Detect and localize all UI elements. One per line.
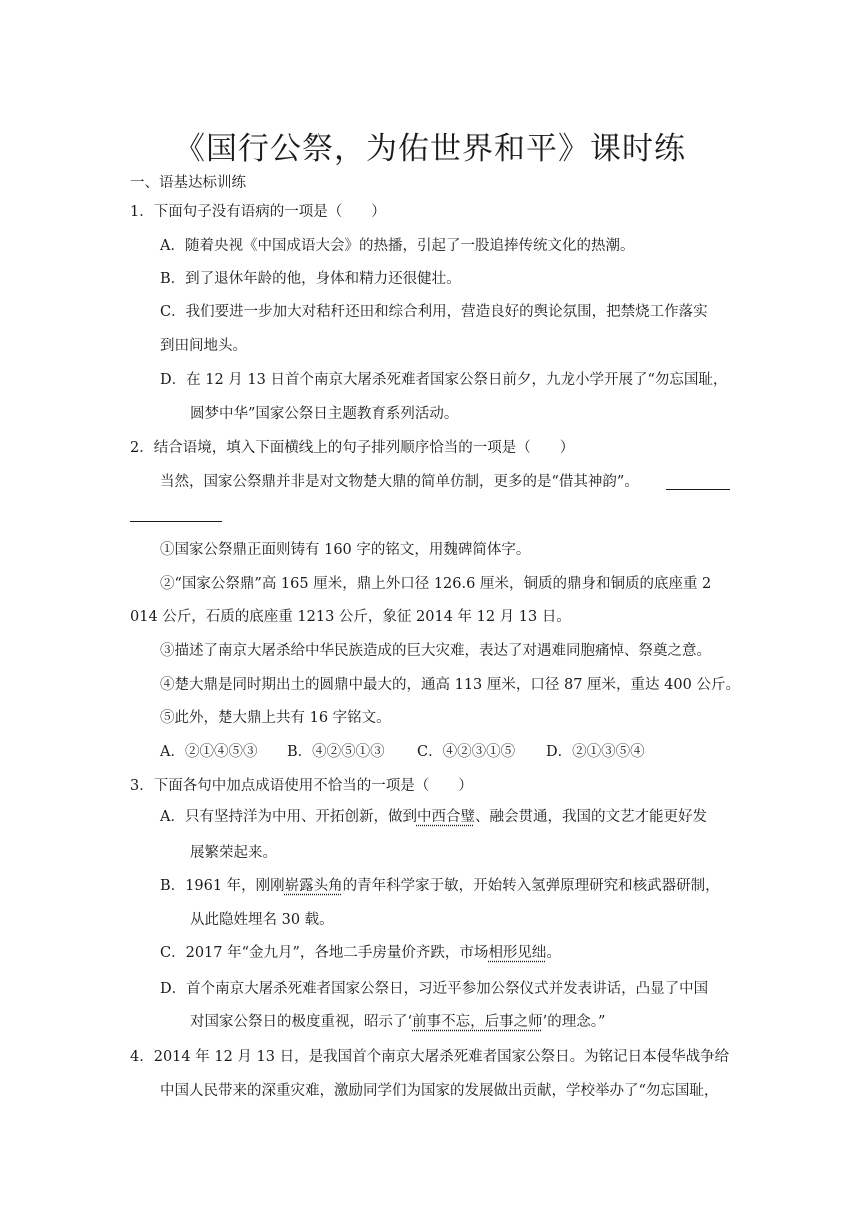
question-1-option-c: C．我们要进一步加大对秸秆还田和综合利用，营造良好的舆论氛围，把禁烧工作落实 bbox=[160, 304, 708, 320]
question-2-option-c: C．④②③①⑤ bbox=[417, 744, 516, 760]
page-title: 《国行公祭，为佑世界和平》课时练 bbox=[174, 131, 686, 167]
question-2-sentence-2-cont: 014 公斤，石质的底座重 1213 公斤，象征 2014 年 12 月 13 日。 bbox=[130, 609, 571, 625]
option-text: C．2017 年“金九月”，各地二手房量价齐跌，市场 bbox=[160, 945, 489, 961]
question-4-text: 4．2014 年 12 月 13 日，是我国首个南京大屠杀死难者国家公祭日。为铭记日本侵华战争给 bbox=[130, 1049, 730, 1065]
option-text: 、融会贯通，我国的文艺才能更好发 bbox=[474, 809, 707, 825]
question-2-sentence-4: ④楚大鼎是同时期出土的圆鼎中最大的，通高 113 厘米，口径 87 厘米，重达 400 公斤。 bbox=[160, 677, 740, 693]
question-3-option-c bbox=[160, 943, 561, 963]
dotted-idiom: 中西合璧 bbox=[416, 809, 475, 825]
question-2-sentence-1: ①国家公祭鼎正面则铸有 160 字的铭文，用魏碑简体字。 bbox=[160, 542, 531, 558]
dotted-idiom: 相形见绌 bbox=[488, 945, 547, 961]
section-heading: 一、语基达标训练 bbox=[130, 175, 246, 191]
question-1-option-a: A．随着央视《中国成语大会》的热播，引起了一股追捧传统文化的热潮。 bbox=[160, 238, 635, 254]
dotted-idiom: 崭露头角 bbox=[284, 878, 343, 894]
question-1-option-d-cont: 圆梦中华”国家公祭日主题教育系列活动。 bbox=[190, 406, 459, 422]
question-3-option-d-cont bbox=[190, 1012, 605, 1032]
question-1-option-c-cont: 到田间地头。 bbox=[160, 338, 247, 354]
question-3-option-d: D．首个南京大屠杀死难者国家公祭日，习近平参加公祭仪式并发表讲话，凸显了中国 bbox=[160, 981, 709, 997]
question-2-option-a: A．②①④⑤③ bbox=[160, 744, 258, 760]
question-2-option-d: D．②①③⑤④ bbox=[546, 744, 645, 760]
question-2-stem: 2．结合语境，填入下面横线上的句子排列顺序恰当的一项是（ ） bbox=[130, 440, 575, 456]
question-2-context: 当然，国家公祭鼎并非是对文物楚大鼎的简单仿制，更多的是“借其神韵”。 bbox=[160, 474, 639, 490]
question-3-option-b bbox=[160, 876, 720, 896]
question-2-sentence-5: ⑤此外，楚大鼎上共有 16 字铭文。 bbox=[160, 710, 391, 726]
question-3-stem: 3．下面各句中加点成语使用不恰当的一项是（ ） bbox=[130, 778, 473, 794]
option-text: B．1961 年，刚刚 bbox=[160, 878, 285, 894]
question-3-option-a-cont: 展繁荣起来。 bbox=[190, 845, 277, 861]
question-2-sentence-3: ③描述了南京大屠杀给中华民族造成的巨大灾难，表达了对遇难同胞痛悼、祭奠之意。 bbox=[160, 643, 711, 659]
question-2-sentence-2: ②“国家公祭鼎”高 165 厘米，鼎上外口径 126.6 厘米，铜质的鼎身和铜质的底座重 2 bbox=[160, 576, 712, 592]
option-text: 的青年科学家于敏，开始转入氢弹原理研究和核武器研制， bbox=[342, 878, 720, 894]
question-4-text-cont: 中国人民带来的深重灾难，激励同学们为国家的发展做出贡献，学校举办了“勿忘国耻， bbox=[160, 1083, 719, 1099]
answer-blank-line-cont bbox=[130, 521, 222, 522]
question-3-option-a bbox=[160, 807, 707, 827]
option-text: 。 bbox=[546, 945, 561, 961]
question-2-option-b: B．④②⑤①③ bbox=[287, 744, 385, 760]
question-3-option-b-cont: 从此隐姓埋名 30 载。 bbox=[190, 912, 334, 928]
question-1-stem: 1．下面句子没有语病的一项是（ ） bbox=[130, 204, 386, 220]
option-text: A．只有坚持洋为中用、开拓创新，做到 bbox=[160, 809, 417, 825]
answer-blank-line bbox=[666, 489, 730, 490]
option-text: ’的理念。” bbox=[542, 1014, 606, 1030]
dotted-idiom: 前事不忘，后事之师 bbox=[412, 1014, 543, 1030]
option-text: 对国家公祭日的极度重视，昭示了‘ bbox=[190, 1014, 413, 1030]
question-1-option-b: B．到了退休年龄的他，身体和精力还很健壮。 bbox=[160, 271, 461, 287]
question-1-option-d: D．在 12 月 13 日首个南京大屠杀死难者国家公祭日前夕，九龙小学开展了“勿忘国耻， bbox=[160, 372, 728, 388]
